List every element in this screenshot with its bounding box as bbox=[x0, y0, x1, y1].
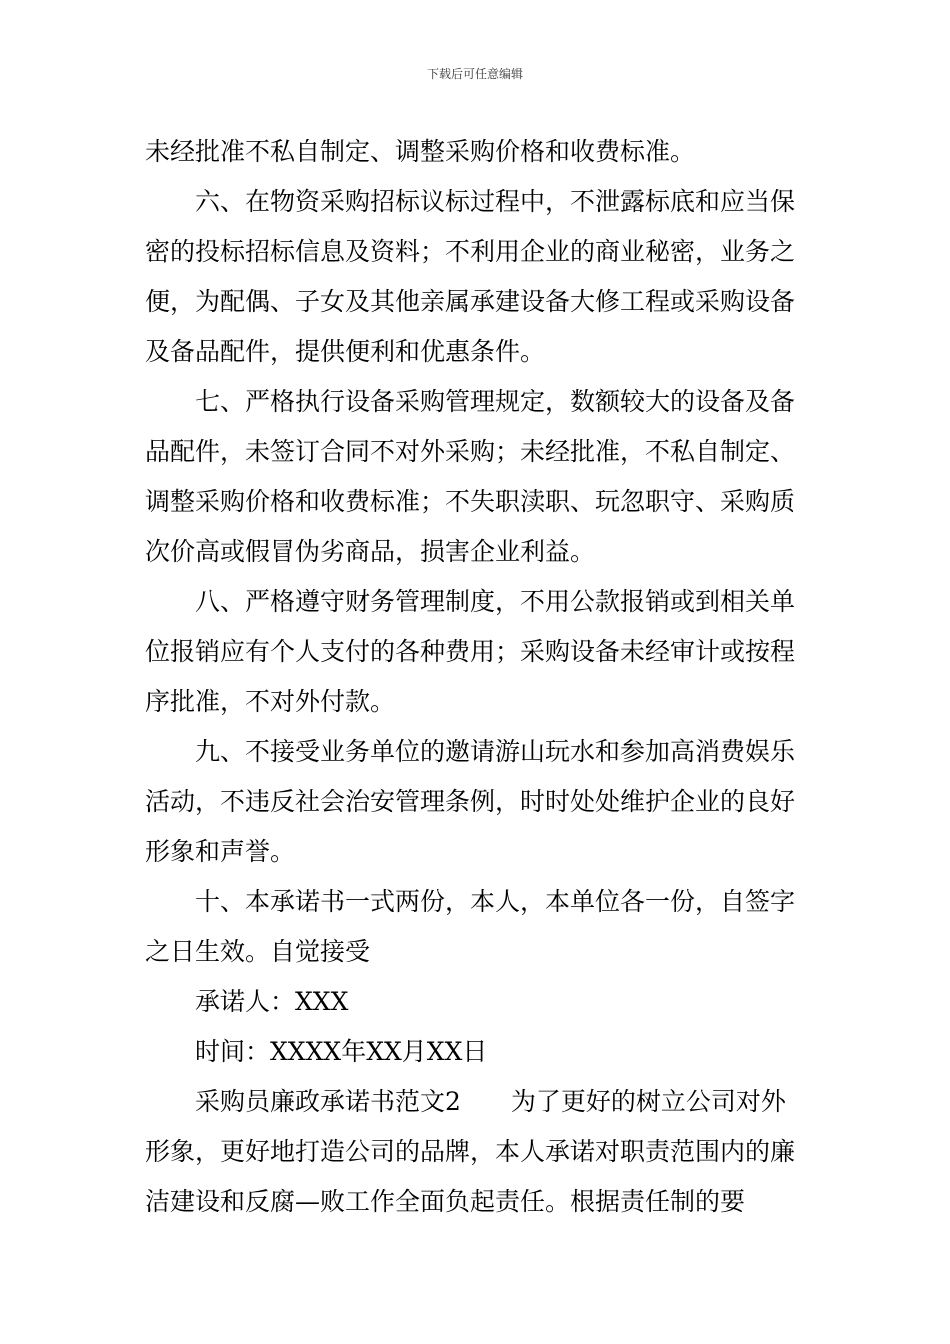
paragraph-5: 九、不接受业务单位的邀请游山玩水和参加高消费娱乐活动，不违反社会治安管理条例，时时处处维护企业的良好形象和声誉。 bbox=[145, 737, 796, 866]
paragraph-4: 八、严格遵守财务管理制度，不用公款报销或到相关单位报销应有个人支付的各种费用；采购设备未经审计或按程序批准，不对外付款。 bbox=[145, 587, 796, 716]
paragraph-2: 六、在物资采购招标议标过程中，不泄露标底和应当保密的投标招标信息及资料；不利用企业的商业秘密，业务之便，为配偶、子女及其他亲属承建设备大修工程或采购设备及备品配件，提供便利和优惠条件。 bbox=[145, 187, 796, 366]
date-line: 时间：XXXX年XX月XX日 bbox=[195, 1037, 488, 1066]
page-header: 下载后可任意编辑 bbox=[426, 67, 523, 81]
paragraph-6: 十、本承诺书一式两份，本人，本单位各一份，自签字之日生效。自觉接受 bbox=[145, 887, 796, 966]
section-2-text: 为了更好的树立公司对外形象，更好地打造公司的品牌，本人承诺对职责范围内的廉洁建设和反腐—败工作全面负起责任。根据责任制的要 bbox=[145, 1087, 796, 1216]
section-2-paragraph bbox=[145, 1077, 810, 1227]
document-body bbox=[145, 127, 810, 1227]
paragraph-3: 七、严格执行设备采购管理规定，数额较大的设备及备品配件，未签订合同不对外采购；未经批准，不私自制定、调整采购价格和收费标准；不失职渎职、玩忽职守、采购质次价高或假冒伪劣商品，损害企业利益。 bbox=[145, 387, 796, 566]
section-2-title: 采购员廉政承诺书范文2 bbox=[195, 1087, 461, 1116]
paragraph-1: 未经批准不私自制定、调整采购价格和收费标准。 bbox=[145, 137, 696, 166]
signer-line: 承诺人：XXX bbox=[195, 987, 349, 1016]
